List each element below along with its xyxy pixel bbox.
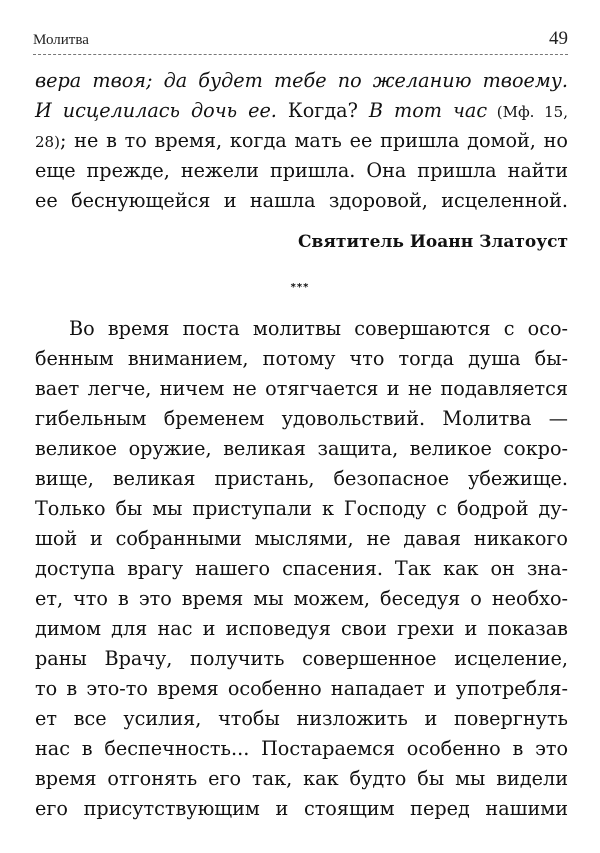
text-line: вище, великая пристань, безопасное убежище. <box>35 467 568 490</box>
text-span: Когда? <box>276 99 369 122</box>
text-span: ; не в то время, когда мать ее пришла домой, но <box>59 129 568 152</box>
text-line: то в это-то время особенно нападает и употребля- <box>35 677 568 700</box>
text-span: ее беснующейся и нашла здоровой, исцеленной. <box>35 189 568 212</box>
text-line: бенным вниманием, потому что тогда душа бы- <box>35 347 568 370</box>
attribution: Святитель Иоанн Златоуст <box>298 232 568 252</box>
text-line: великое оружие, великая защита, великое сокро- <box>35 437 568 460</box>
scripture-quote: И исцелилась дочь ее. <box>35 99 277 122</box>
text-line: вает легче, ничем не отягчается и не подавляется <box>35 377 568 400</box>
text-line: гибельным бременем удовольствий. Молитва — <box>35 407 568 430</box>
header-rule <box>33 54 568 55</box>
scripture-quote: вера твоя; да будет тебе по желанию твоему. <box>35 69 568 92</box>
running-header <box>33 28 568 52</box>
text-line: доступа врагу нашего спасения. Так как он зна- <box>35 557 568 580</box>
text-line: раны Врачу, получить совершенное исцеление, <box>35 647 568 670</box>
text-span: еще прежде, нежели пришла. Она пришла найти <box>35 159 568 182</box>
text-line <box>35 96 568 126</box>
main-paragraph <box>35 314 568 824</box>
text-line: его присутствующим и стоящим перед нашими <box>35 797 568 820</box>
text-line: ет, что в это время мы можем, беседуя о необхо- <box>35 587 568 610</box>
text-line: нас в беспечность... Постараемся особенно в это <box>35 737 568 760</box>
text-line: шой и собранными мыслями, не давая никакого <box>35 527 568 550</box>
text-line: время отгонять его так, как будто бы мы видели <box>35 767 568 790</box>
text-line: Во время поста молитвы совершаются с осо- <box>69 317 568 340</box>
text-line <box>35 66 568 96</box>
text-line <box>35 186 568 216</box>
section-separator: *** <box>290 282 310 293</box>
scripture-reference: 28) <box>35 133 60 151</box>
text-line <box>35 156 568 186</box>
scripture-reference: (Мф. 15, <box>487 103 568 121</box>
section-title: Молитва <box>33 32 89 48</box>
quote-passage <box>35 66 568 216</box>
text-line <box>35 126 568 156</box>
page-number: 49 <box>549 28 568 49</box>
text-line: ет все усилия, чтобы низложить и повергнуть <box>35 707 568 730</box>
text-line: димом для нас и исповедуя свои грехи и показав <box>35 617 568 640</box>
text-line: Только бы мы приступали к Господу с бодрой ду- <box>35 497 568 520</box>
scripture-quote: В тот час <box>368 99 488 122</box>
